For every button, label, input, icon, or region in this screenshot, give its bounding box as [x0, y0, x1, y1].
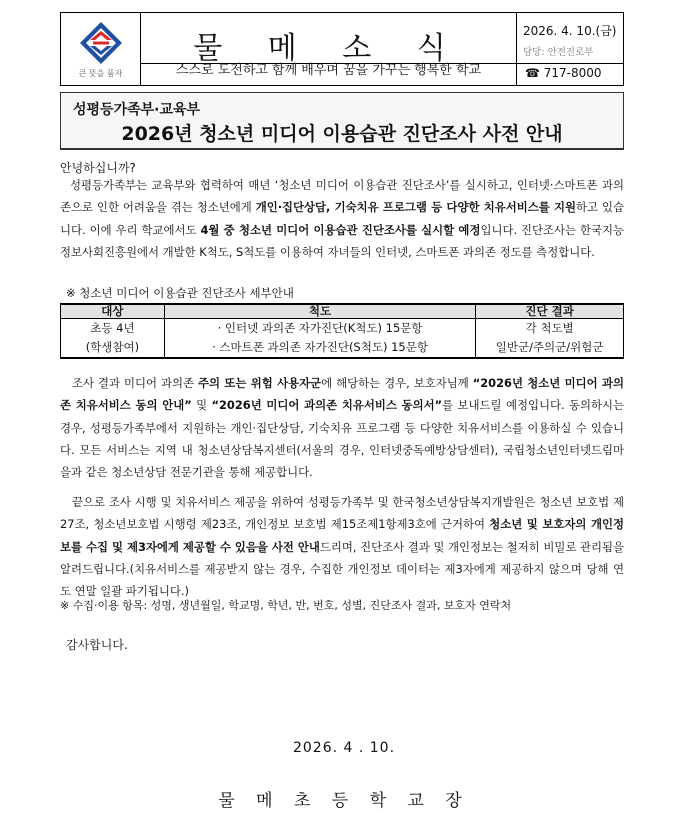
- header-result: 진단 결과: [476, 304, 624, 319]
- school-emblem-icon: [78, 20, 124, 66]
- divider: [517, 63, 623, 64]
- table-cell: 각 척도별: [476, 319, 624, 339]
- table-cell: (학생참여): [61, 338, 165, 358]
- notice-title: 2026년 청소년 미디어 이용습관 진단조사 사전 안내: [121, 123, 563, 145]
- school-motto: 스스로 도전하고 함께 배우며 꿈을 가꾸는 행복한 학교: [175, 63, 482, 78]
- newsletter-title: 물 메 소 식: [193, 31, 464, 66]
- privacy-paragraph: 끝으로 조사 시행 및 치유서비스 제공을 위하여 성평등가족부 및 한국청소년상담복지개발원은 청소년 보호법 제27조, 청소년보호법 시행령 제23조, 개인정보 보호법 제15조제1항제3호에 근거하여 청소년 및 보호자의 개인정보를 수집 및 제3자에게 제공할 수 있음을 사전 안내드리며, 진단조사 결과 및 개인정보는 철저히 비밀로 관리됨을 알려드립니다.(치유서비스를 제공받지 않는 경우, 수집한 개인정보 데이터는 제3자에게 제공하지 않으며 당해 연도 연말 일괄 파기됩니다.): [60, 495, 624, 599]
- contact-department: 담당: 안전진로부: [523, 47, 594, 58]
- table-note: ※ 청소년 미디어 이용습관 진단조사 세부안내: [66, 286, 294, 300]
- table-cell: 일반군/주의군/위험군: [476, 338, 624, 358]
- table-row: [61, 338, 624, 358]
- table-cell: · 스마트폰 과의존 자가진단(S척도) 15문항: [164, 338, 475, 358]
- table-cell: 초등 4년: [61, 319, 165, 339]
- ministries: 성평등가족부·교육부: [73, 102, 201, 118]
- collected-items-note: ※ 수집·이용 항목: 성명, 생년월일, 학교명, 학년, 반, 번호, 성별, 진단조사 결과, 보호자 연락처: [60, 599, 512, 612]
- masthead: [141, 13, 517, 85]
- table-cell: · 인터넷 과의존 자가진단(K척도) 15문항: [164, 319, 475, 339]
- table-header-row: [61, 304, 624, 319]
- logo-caption: 큰 뜻을 품자: [78, 68, 123, 78]
- table-row: [61, 319, 624, 339]
- newsletter-header: [60, 12, 624, 86]
- header-meta: [517, 13, 623, 85]
- issue-date: 2026. 4. 10.(금): [523, 24, 617, 38]
- result-paragraph: 조사 결과 미디어 과의존 주의 또는 위험 사용자군에 해당하는 경우, 보호자님께 “2026년 청소년 미디어 과의존 치유서비스 동의 안내” 및 “2026년 미디어 과의존 치유서비스 동의서”를 보내드릴 예정입니다. 동의하시는 경우, 성평등가족부에서 지원하는 개인·집단상담, 기숙치유 프로그램 등 다양한 치유서비스를 이용하실 수 있습니다. 모든 서비스는 지역 내 청소년상담복지센터(서울의 경우, 인터넷중독예방상담센터), 국립청소년인터넷드림마을과 같은 청소년상담 전문기관을 통해 제공합니다.: [60, 376, 624, 480]
- signature-date: 2026. 4 . 10.: [292, 740, 396, 756]
- survey-table: [60, 303, 624, 359]
- notice-title-box: [60, 92, 624, 150]
- school-logo: [61, 13, 141, 85]
- intro-paragraph: 성평등가족부는 교육부와 협력하여 매년 ‘청소년 미디어 이용습관 진단조사’를 실시하고, 인터넷·스마트폰 과의존으로 인한 어려움을 겪는 청소년에게 개인·집단상담, 기숙치유 프로그램 등 다양한 치유서비스를 지원하고 있습니다. 이에 우리 학교에서도 4월 중 청소년 미디어 이용습관 진단조사를 실시할 예정입니다. 진단조사는 한국지능정보사회진흥원에서 개발한 K척도, S척도를 이용하여 자녀들의 인터넷, 스마트폰 과의존 정도를 측정합니다.: [60, 178, 624, 259]
- greeting: 안녕하십니까?: [60, 161, 136, 175]
- header-scale: 척도: [164, 304, 475, 319]
- phone-number: ☎ 717-8000: [525, 66, 602, 80]
- closing-text: 감사합니다.: [66, 638, 128, 652]
- principal-signature: 물 메 초 등 학 교 장: [218, 791, 470, 811]
- header-target: 대상: [61, 304, 165, 319]
